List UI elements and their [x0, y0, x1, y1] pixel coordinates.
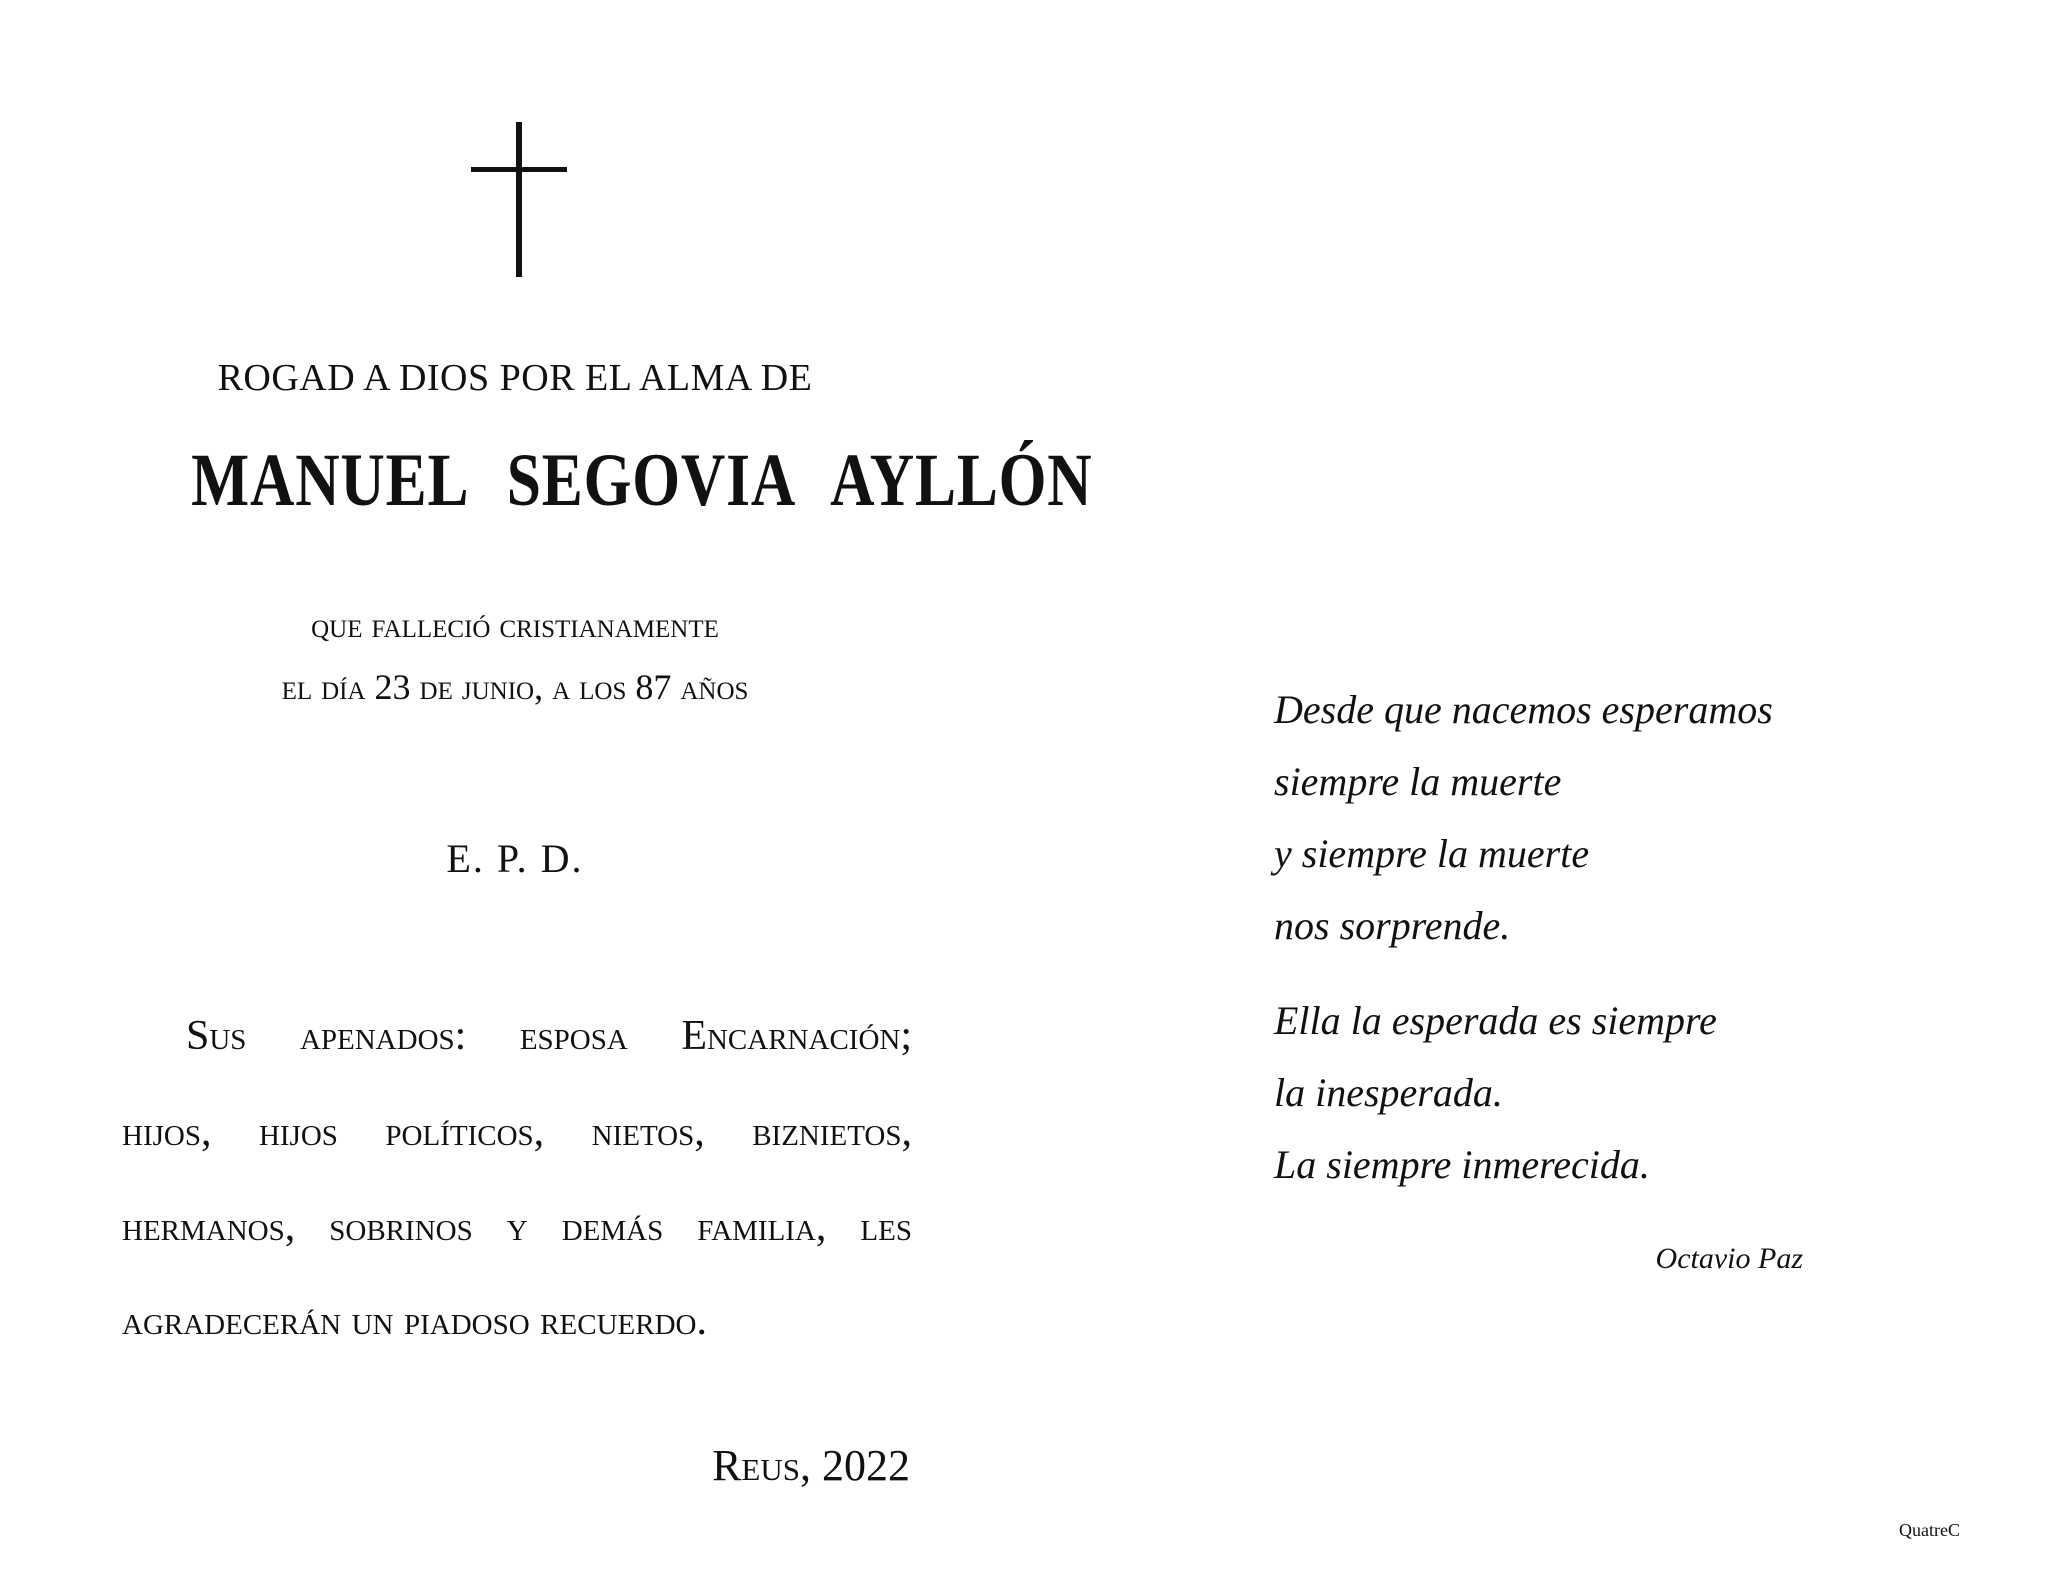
place-year: Reus, 2022: [712, 1441, 910, 1490]
poem-line: Ella la esperada es siempre: [1274, 998, 1717, 1043]
cross-vertical-bar: [516, 122, 522, 277]
mourners-line-3: hermanos, sobrinos y demás familia, les: [122, 1204, 912, 1250]
poem-line: la inesperada.: [1274, 1070, 1503, 1115]
poem-author: Octavio Paz: [1655, 1242, 1803, 1275]
death-line-1: que falleció cristianamente: [311, 605, 719, 645]
epd-text: E. P. D.: [446, 836, 584, 881]
prayer-line: ROGAD A DIOS POR EL ALMA DE: [217, 357, 813, 399]
mourners-line-4: agradecerán un piadoso recuerdo.: [122, 1298, 707, 1344]
printer-mark: QuatreC: [1899, 1520, 1960, 1540]
poem-line: nos sorprende.: [1274, 903, 1511, 948]
cross-horizontal-bar: [471, 167, 567, 172]
cross-icon: [471, 122, 567, 277]
poem-line: La siempre inmerecida.: [1274, 1142, 1650, 1187]
poem-line: siempre la muerte: [1274, 759, 1562, 804]
mourners-line-2: hijos, hijos políticos, nietos, biznietos,: [122, 1109, 912, 1155]
deceased-name: MANUEL SEGOVIA AYLLÓN: [191, 439, 1093, 522]
death-line-2: el día 23 de junio, a los 87 años: [281, 667, 749, 707]
poem-line: y siempre la muerte: [1274, 831, 1590, 876]
mourners-line-1: Sus apenados: esposa Encarnación;: [186, 1013, 912, 1059]
poem-line: Desde que nacemos esperamos: [1274, 687, 1773, 732]
